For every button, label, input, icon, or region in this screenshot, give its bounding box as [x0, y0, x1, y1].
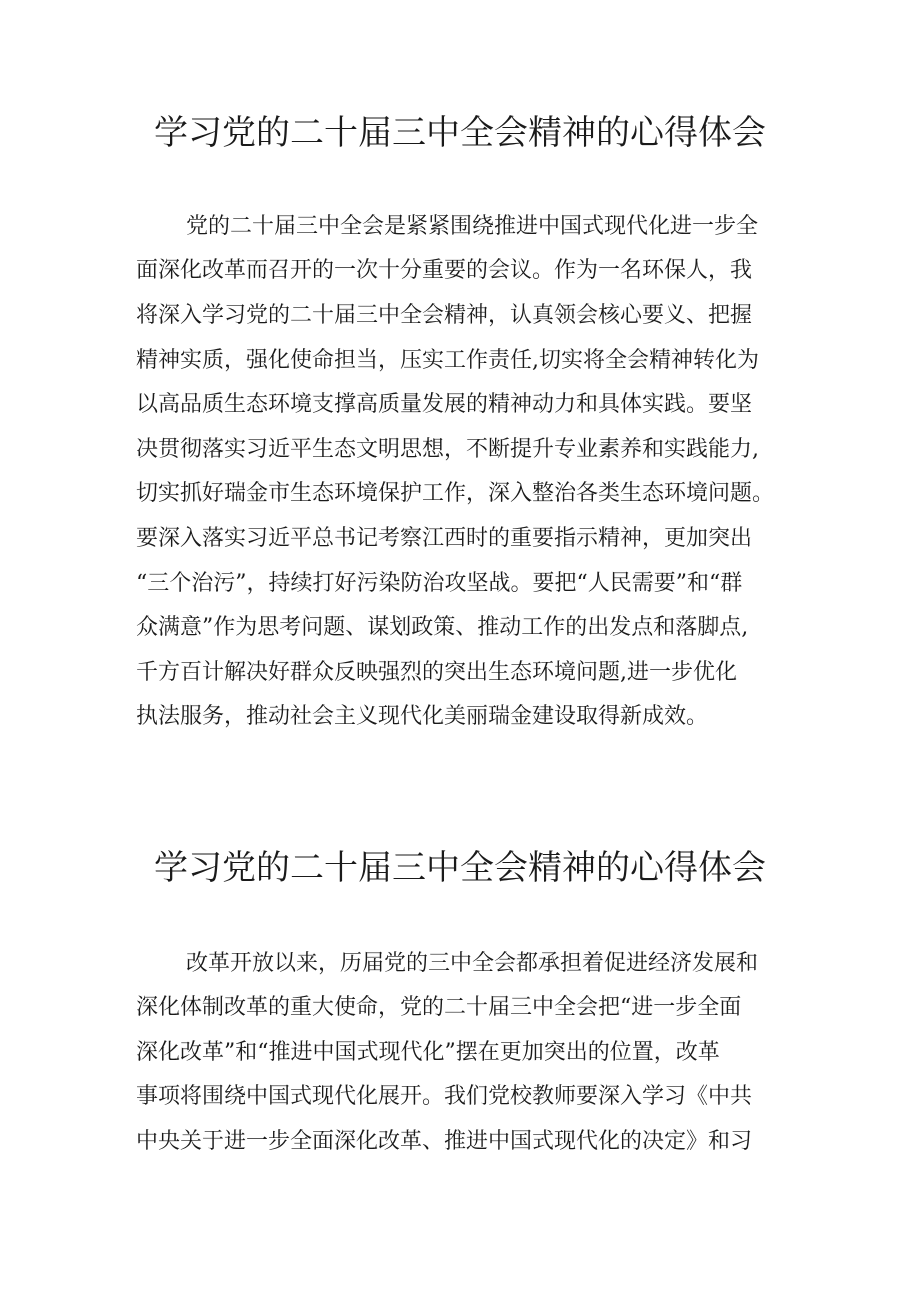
section-title-1: 学习党的二十届三中全会精神的心得体会 — [154, 113, 766, 153]
paragraph-line: 将深入学习党的二十届三中全会精神，认真领会核心要义、把握 — [136, 303, 753, 328]
paragraph-line: 党的二十届三中全会是紧紧围绕推进中国式现代化进一步全 — [186, 214, 759, 239]
paragraph-line: 面深化改革而召开的一次十分重要的会议。作为一名环保人，我 — [136, 258, 753, 283]
paragraph-line: 以高品质生态环境支撑高质量发展的精神动力和具体实践。要坚 — [136, 392, 753, 417]
paragraph-line: 要深入落实习近平总书记考察江西时的重要指示精神，更加突出 — [136, 526, 753, 551]
section-title-2: 学习党的二十届三中全会精神的心得体会 — [154, 848, 766, 888]
paragraph-line: 中央关于进一步全面深化改革、推进中国式现代化的决定》和习 — [136, 1129, 753, 1154]
paragraph-line: 决贯彻落实习近平生态文明思想，不断提升专业素养和实践能力, — [136, 437, 759, 462]
paragraph-line: 切实抓好瑞金市生态环境保护工作，深入整治各类生态环境问题。 — [136, 481, 775, 506]
paragraph-line: 执法服务，推动社会主义现代化美丽瑞金建设取得新成效。 — [136, 704, 709, 729]
paragraph-line: 深化体制改革的重大使命，党的二十届三中全会把“进一步全面 — [136, 995, 742, 1020]
paragraph-line: 改革开放以来，历届党的三中全会都承担着促进经济发展和 — [186, 951, 759, 976]
paragraph-line: 精神实质，强化使命担当，压实工作责任,切实将全会精神转化为 — [136, 348, 759, 373]
paragraph-line: 事项将围绕中国式现代化展开。我们党校教师要深入学习《中共 — [136, 1084, 753, 1109]
paragraph-line: 深化改革”和“推进中国式现代化”摆在更加突出的位置，改革 — [136, 1040, 720, 1065]
paragraph-line: 千方百计解决好群众反映强烈的突出生态环境问题,进一步优化 — [136, 660, 737, 685]
paragraph-line: 众满意”作为思考问题、谋划政策、推动工作的出发点和落脚点, — [136, 615, 749, 640]
paragraph-line: “三个治污”，持续打好污染防治攻坚战。要把“人民需要”和“群 — [136, 571, 743, 596]
